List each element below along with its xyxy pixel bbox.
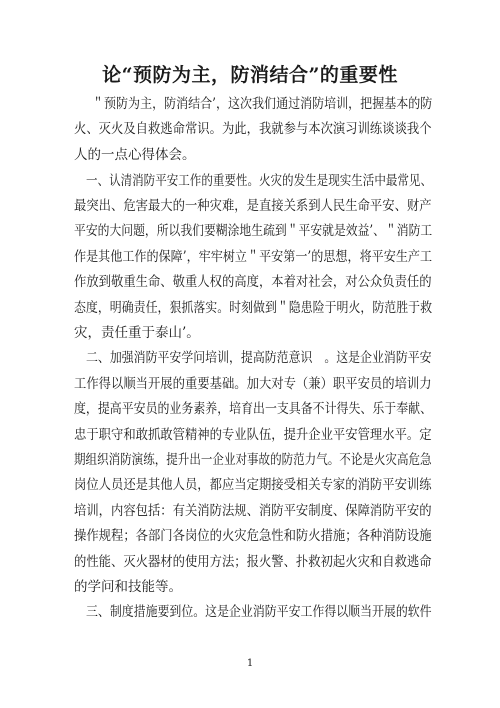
body-line: 培训，内容包括：有关消防法规、消防平安制度、保障消防平安的 [74, 503, 432, 519]
document-title: 论“预防为主，防消结合”的重要性 [102, 64, 398, 86]
body-line: 期组织消防演练，提升出一企业对事故的防范力气。不论是火灾高危急 [74, 452, 432, 468]
body-line: 度，提高平安员的业务素养，培育出一支具备不计得失、乐于奉献、 [74, 401, 433, 417]
page-number: 1 [246, 658, 254, 669]
body-line: 的性能、灭火器材的使用方法；报火警、扑救初起火灾和自救逃命 [74, 554, 432, 570]
body-line: 操作规程；各部门各岗位的火灾危急性和防火措施；各种消防设施 [74, 528, 432, 544]
body-line: 灾，责任重于泰山’。 [74, 325, 200, 341]
body-line: 忠于职守和敢抓敢管精神的专业队伍，提升企业平安管理水平。定 [74, 427, 432, 443]
body-line: 火、灭火及自救逃命常识。为此，我就参与本次演习训练谈谈我个 [74, 121, 432, 137]
body-line: 平安的大问题，所以我们要糊涂地生疏到＂平安就是效益’、＂消防工 [74, 223, 433, 239]
body-line: 三、制度措施要到位。这是企业消防平安工作得以顺当开展的软件 [86, 604, 432, 620]
body-line: 工作得以顺当开展的重要基础。加大对专（兼）职平安员的培训力 [74, 376, 432, 392]
body-line: 岗位人员还是其他人员，都应当定期接受相关专家的消防平安训练 [74, 477, 432, 493]
body-line: ＂预防为主，防消结合’，这次我们通过消防培训，把握基本的防 [92, 96, 433, 112]
body-line: 人的一点心得体会。 [74, 147, 196, 163]
body-line: 一、认清消防平安工作的重要性。火灾的发生是现实生活中最常见、 [86, 173, 432, 189]
body-line: 作放到敬重生命、敬重人权的高度，本着对社会，对公众负责任的 [74, 274, 432, 290]
body-line: 二、加强消防平安学问培训，提高防范意识 。这是企业消防平安 [86, 350, 432, 366]
body-line: 态度，明确责任，狠抓落实。时刻做到＂隐患险于明火，防范胜于救 [74, 300, 433, 316]
body-line: 作是其他工作的保障’，牢牢树立＂平安第一’的思想，将平安生产工 [74, 249, 433, 265]
body-line: 最突出、危害最大的一种灾难，是直接关系到人民生命平安、财产 [74, 198, 432, 214]
body-line: 的学问和技能等。 [74, 579, 182, 595]
